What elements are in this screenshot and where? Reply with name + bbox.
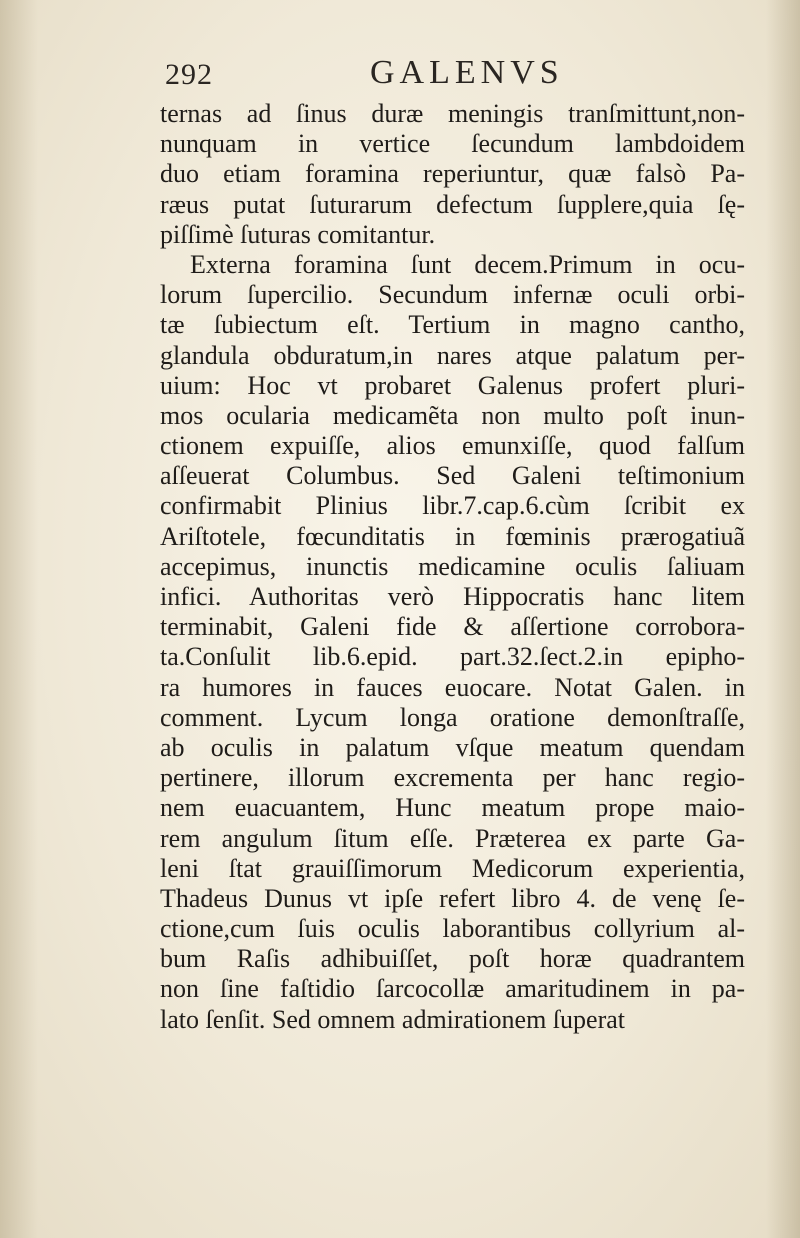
text-line: leni ſtat grauiſſimorum Medicorum experientia, [160, 853, 745, 883]
text-line: ctione,cum ſuis oculis laborantibus collyrium al- [160, 914, 745, 944]
text-line: ab oculis in palatum vſque meatum quendam [160, 732, 745, 762]
text-line: non ſine faſtidio ſarcocollæ amaritudinem in pa- [160, 974, 745, 1004]
text-line: Externa foramina ſunt decem.Primum in ocu- [190, 249, 745, 279]
page-right-shadow [766, 0, 800, 1238]
text-line: bum Raſis adhibuiſſet, poſt horæ quadrantem [160, 944, 745, 974]
text-line: terminabit, Galeni fide & aſſertione corrobora- [160, 612, 745, 642]
text-line: piſſimè ſuturas comitantur. [160, 219, 436, 249]
text-line: ræus putat ſuturarum defectum ſupplere,quia ſę- [160, 189, 745, 219]
text-line: ta.Conſulit lib.6.epid. part.32.ſect.2.in epipho- [160, 642, 745, 672]
text-line: Thadeus Dunus vt ipſe refert libro 4. de venę ſe- [160, 883, 745, 913]
text-line: aſſeuerat Columbus. Sed Galeni teſtimonium [160, 461, 745, 491]
text-line: accepimus, inunctis medicamine oculis ſaliuam [160, 551, 745, 581]
page-header [165, 52, 745, 102]
text-body [160, 99, 745, 1035]
text-line: infici. Authoritas verò Hippocratis hanc litem [160, 582, 745, 611]
text-line: mos ocularia medicamẽta non multo poſt inun- [160, 400, 745, 430]
text-line: pertinere, illorum excrementa per hanc regio- [160, 763, 745, 793]
page-number: 292 [165, 58, 213, 91]
text-line: uium: Hoc vt probaret Galenus profert pluri- [160, 370, 745, 400]
text-line: Ariſtotele, fœcunditatis in fœminis prærogatiuã [160, 521, 745, 551]
text-line: ctionem expuiſſe, alios emunxiſſe, quod falſum [160, 431, 745, 461]
text-line: comment. Lycum longa oratione demonſtraſſe, [160, 702, 745, 732]
text-line: rem angulum ſitum eſſe. Præterea ex parte Ga- [160, 823, 745, 853]
text-line: lato ſenſit. Sed omnem admirationem ſuperat [160, 1004, 625, 1034]
text-line: glandula obduratum,in nares atque palatum per- [160, 340, 745, 370]
page-left-shadow [0, 0, 38, 1238]
text-line: ternas ad ſinus duræ meningis tranſmittunt,non- [160, 99, 745, 128]
text-line: nem euacuantem, Hunc meatum prope maio- [160, 793, 745, 823]
text-line: lorum ſupercilio. Secundum infernæ oculi orbi- [160, 280, 745, 310]
text-line: nunquam in vertice ſecundum lambdoidem [160, 129, 745, 159]
text-line: duo etiam foramina reperiuntur, quæ falsò Pa- [160, 159, 745, 189]
running-head: GALENVS [370, 54, 564, 91]
text-line: tæ ſubiectum eſt. Tertium in magno cantho, [160, 310, 745, 340]
text-line: ra humores in fauces euocare. Notat Galen. in [160, 672, 745, 702]
text-line: confirmabit Plinius libr.7.cap.6.cùm ſcribit ex [160, 491, 745, 521]
